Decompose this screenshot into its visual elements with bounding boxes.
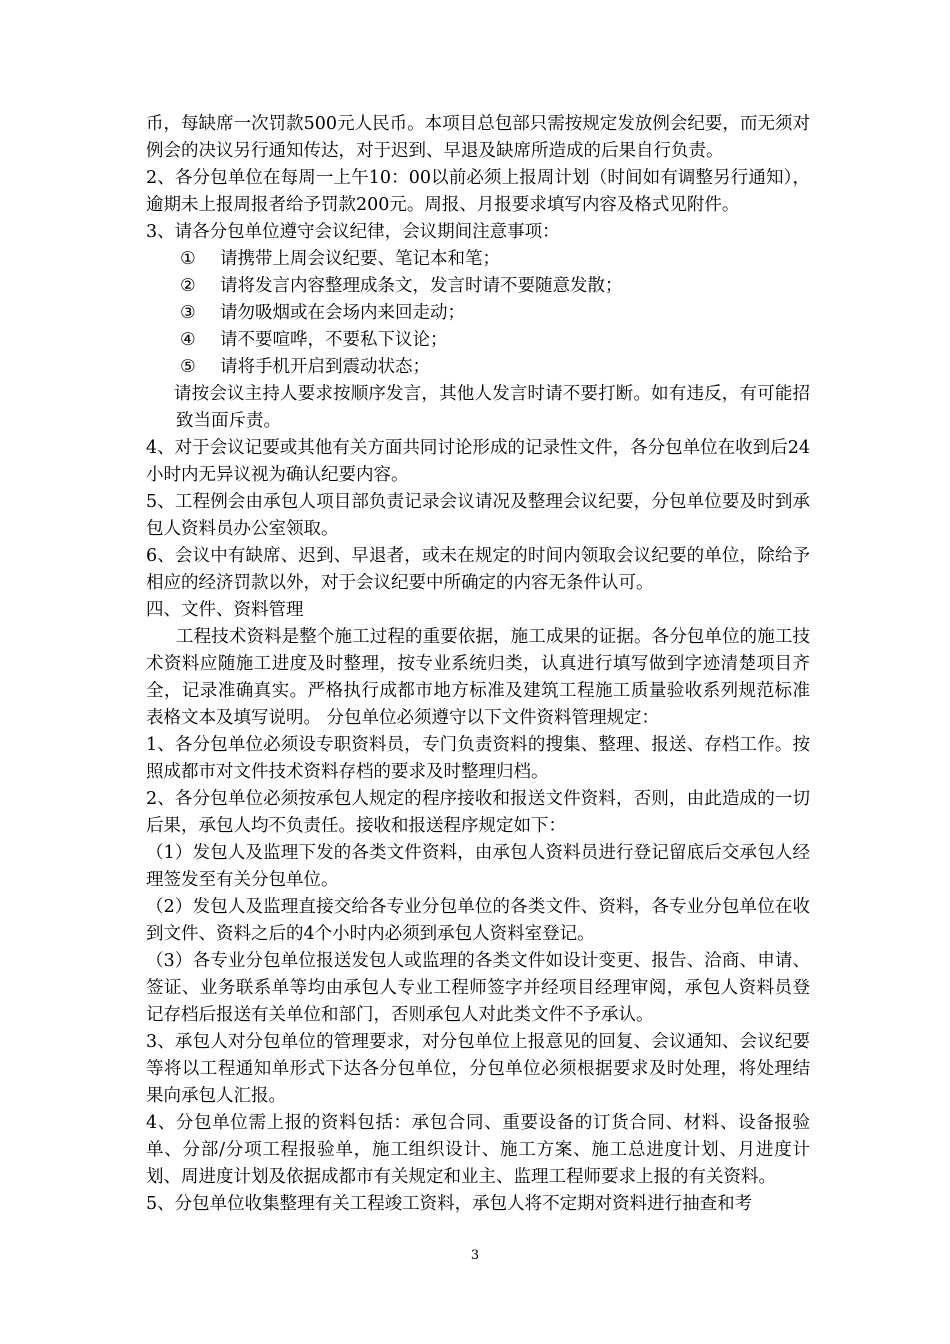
paragraph-minutes-confirmation: 4、对于会议记要或其他有关方面共同讨论形成的记录性文件，各分包单位在收到后24小时内无异议视为确认纪要内容。 — [146, 438, 810, 485]
paragraph-document-clerk: 1、各分包单位必须设专职资料员，专门负责资料的搜集、整理、报送、存档工作。按照成都市对文件技术资料存档的要求及时整理归档。 — [146, 735, 810, 782]
paragraph-reporting-materials: 4、分包单位需上报的资料包括：承包合同、重要设备的订货合同、材料、设备报验单、分部/分项工程报验单，施工组织设计、施工方案、施工总进度计划、月进度计划、周进度计划及依据成都市有关规定和业主、监理工程师要求上报的有关资料。 — [146, 1113, 810, 1187]
paragraph-fine-continuation: 币，每缺席一次罚款500元人民币。本项目总包部只需按规定发放例会纪要，而无须对例会的决议另行通知传达，对于迟到、早退及缺席所造成的后果自行负责。 — [146, 114, 810, 161]
paragraph-procedure-1: （1）发包人及监理下发的各类文件资料，由承包人资料员进行登记留底后交承包人经理签发至有关分包单位。 — [146, 843, 810, 890]
meeting-rule-item: ② 请将发言内容整理成条文，发言时请不要随意发散； — [180, 276, 623, 296]
paragraph-absence-penalty: 6、会议中有缺席、迟到、早退者，或未在规定的时间内领取会议纪要的单位，除给予相应的经济罚款以外，对于会议纪要中所确定的内容无条件认可。 — [146, 546, 810, 593]
page-number: 3 — [470, 1248, 480, 1263]
paragraph-meeting-note: 请按会议主持人要求按顺序发言，其他人发言时请不要打断。如有违反，有可能招致当面斥责。 — [174, 384, 810, 431]
meeting-rule-item: ① 请携带上周会议纪要、笔记本和笔； — [180, 249, 500, 269]
meeting-rule-item: ④ 请不要喧哗，不要私下议论； — [180, 330, 448, 350]
section-intro: 工程技术资料是整个施工过程的重要依据，施工成果的证据。各分包单位的施工技术资料应随施工进度及时整理，按专业系统归类，认真进行填写做到字迹清楚项目齐全，记录准确真实。严格执行成都市地方标准及建筑工程施工质量验收系列规范标准表格文本及填写说明。 分包单位必须遵守以下文件资料管理规定： — [146, 627, 810, 728]
paragraph-document-procedure: 2、各分包单位必须按承包人规定的程序接收和报送文件资料，否则，由此造成的一切后果，承包人均不负责任。接收和报送程序规定如下： — [146, 789, 810, 836]
paragraph-meeting-rules: 3、请各分包单位遵守会议纪律，会议期间注意事项： — [146, 222, 560, 242]
section-heading: 四、文件、资料管理 — [146, 600, 304, 620]
document-body — [146, 111, 810, 1218]
paragraph-procedure-3: （3）各专业分包单位报送发包人或监理的各类文件如设计变更、报告、洽商、申请、签证、业务联系单等均由承包人专业工程师签字并经项目经理审阅，承包人资料员登记存档后报送有关单位和部门，否则承包人对此类文件不予承认。 — [146, 951, 810, 1025]
meeting-rule-item: ⑤ 请将手机开启到震动状态； — [180, 357, 430, 377]
paragraph-weekly-plan: 2、各分包单位在每周一上午10：00以前必须上报周计划（时间如有调整另行通知），逾期未上报周报者给予罚款200元。周报、月报要求填写内容及格式见附件。 — [146, 168, 810, 215]
paragraph-completion-documents: 5、分包单位收集整理有关工程竣工资料，承包人将不定期对资料进行抽查和考 — [146, 1194, 753, 1214]
paragraph-procedure-2: （2）发包人及监理直接交给各专业分包单位的各类文件、资料，各专业分包单位在收到文件、资料之后的4个小时内必须到承包人资料室登记。 — [146, 897, 810, 944]
paragraph-minutes-recording: 5、工程例会由承包人项目部负责记录会议请况及整理会议纪要，分包单位要及时到承包人资料员办公室领取。 — [146, 492, 810, 539]
meeting-rule-item: ③ 请勿吸烟或在会场内来回走动； — [180, 303, 465, 323]
paragraph-management-requirements: 3、承包人对分包单位的管理要求，对分包单位上报意见的回复、会议通知、会议纪要等将以工程通知单形式下达各分包单位，分包单位必须根据要求及时处理，将处理结果向承包人汇报。 — [146, 1032, 810, 1106]
